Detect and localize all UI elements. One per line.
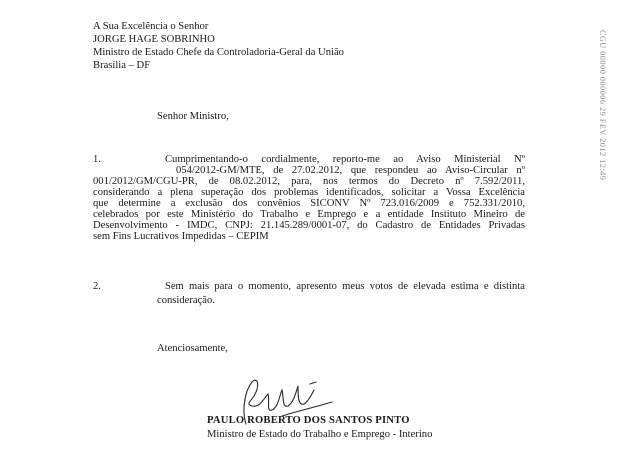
recipient-location: Brasília – DF [93, 60, 151, 71]
paragraph-1-line-4: considerando a plena superação dos problemas identificados, solicitar a Vossa Excelência [93, 187, 525, 198]
paragraph-2-line-2: consideração. [157, 295, 215, 306]
receipt-stamp-text: CGU 00000 000006 29 FEV 2012 12:49 [598, 30, 607, 181]
recipient-name: JORGE HAGE SOBRINHO [93, 34, 215, 45]
paragraph-1-line-8: sem Fins Lucrativos Impedidas – CEPIM [93, 231, 269, 242]
paragraph-1-line-6: celebrados por este Ministério do Trabalho e Emprego e a entidade Instituto Mineiro de [93, 209, 525, 220]
paragraph-1-line-1 [93, 153, 525, 164]
paragraph-1-line-3: 001/2012/GM/CGU-PR, de 08.02.2012, para, nos termos do Decreto nº 7.592/2011, [93, 176, 525, 187]
paragraph-2-number: 2. [93, 281, 101, 292]
recipient-line-1: A Sua Excelência o Senhor [93, 21, 209, 32]
paragraph-2-line-1-text: Sem mais para o momento, apresento meus votos de elevada estima e distinta [164, 281, 525, 292]
recipient-block [93, 20, 344, 72]
signatory-name: PAULO ROBERTO DOS SANTOS PINTO [207, 415, 410, 426]
paragraph-1-line-7: Desenvolvimento - IMDC, CNPJ: 21.145.289/0001-07, do Cadastro de Entidades Privadas [93, 220, 525, 231]
paragraph-2-line-1 [93, 280, 525, 294]
closing: Atenciosamente, [157, 343, 228, 354]
salutation: Senhor Ministro, [157, 111, 229, 122]
paragraph-1-line-2: 054/2012-GM/MTE, de 27.02.2012, que respondeu ao Aviso-Circular nº [176, 165, 525, 176]
paragraph-1 [93, 153, 525, 241]
receipt-stamp [597, 30, 613, 300]
paragraph-2 [93, 280, 525, 308]
recipient-title: Ministro de Estado Chefe da Controladoria-Geral da União [93, 47, 344, 58]
paragraph-1-number: 1. [93, 154, 101, 165]
paragraph-1-line-5: que determine a exclusão dos convênios SICONV Nº 723.016/2009 e 752.331/2010, [93, 198, 525, 209]
paragraph-1-line-1-text: Cumprimentando-o cordialmente, reporto-me ao Aviso Ministerial Nº [164, 154, 525, 165]
signatory-role: Ministro de Estado do Trabalho e Emprego - Interino [207, 429, 433, 440]
